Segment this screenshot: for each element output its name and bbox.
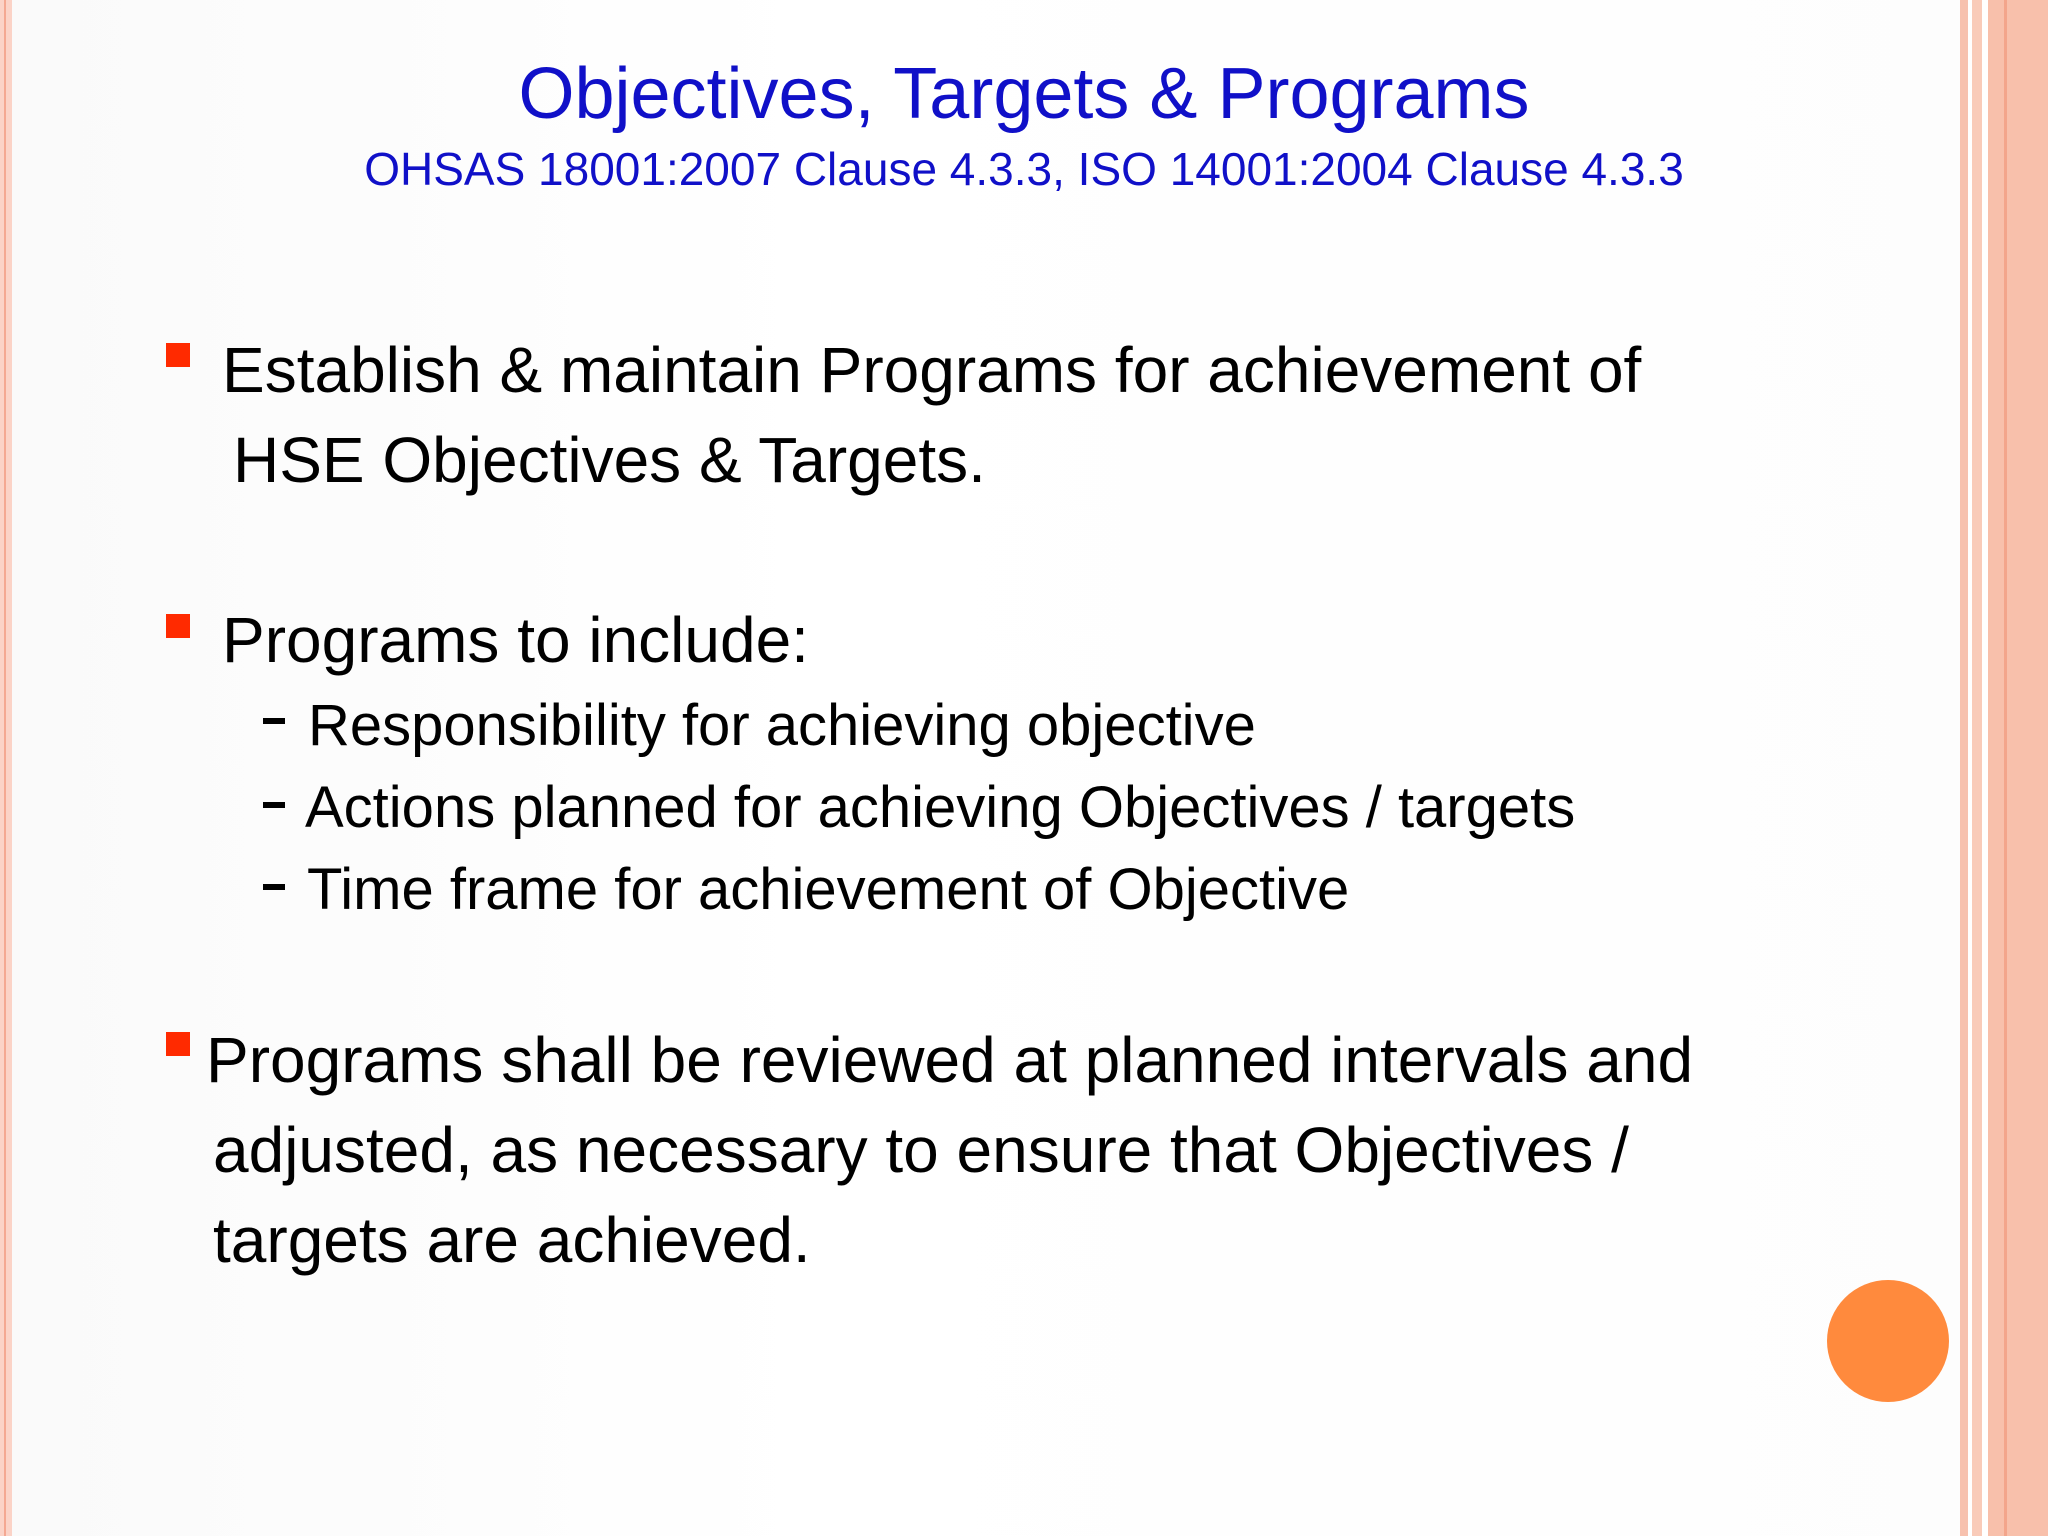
right-stripe-decoration [1988,0,2048,1536]
dash-icon [263,802,285,808]
slide-subtitle: OHSAS 18001:2007 Clause 4.3.3, ISO 14001:2004 Clause 4.3.3 [364,143,1684,195]
bullet-square-icon [166,343,190,367]
bullet-1-line-2: HSE Objectives & Targets. [233,424,986,496]
bullet-2-line-1: Programs to include: [222,604,809,676]
slide-title: Objectives, Targets & Programs [518,54,1530,134]
bullet-square-icon [166,614,190,638]
bullet-1-line-1: Establish & maintain Programs for achievement of [222,334,1642,406]
bullet-3-line-3: targets are achieved. [213,1204,811,1276]
dash-icon [263,718,285,724]
right-stripe-decoration [2004,0,2007,1536]
left-border-decoration [0,0,12,1536]
right-stripe-decoration [1972,0,1982,1536]
bullet-3-line-2: adjusted, as necessary to ensure that Objectives / [213,1114,1629,1186]
sub-item-2: Actions planned for achieving Objectives / targets [305,775,1576,840]
bullet-square-icon [166,1032,190,1056]
dash-icon [263,884,285,890]
sub-item-3: Time frame for achievement of Objective [307,857,1350,922]
bullet-3-line-1: Programs shall be reviewed at planned intervals and [206,1024,1694,1096]
orange-circle-decoration [1827,1280,1949,1402]
sub-item-1: Responsibility for achieving objective [308,693,1256,758]
right-stripe-decoration [1960,0,1968,1536]
